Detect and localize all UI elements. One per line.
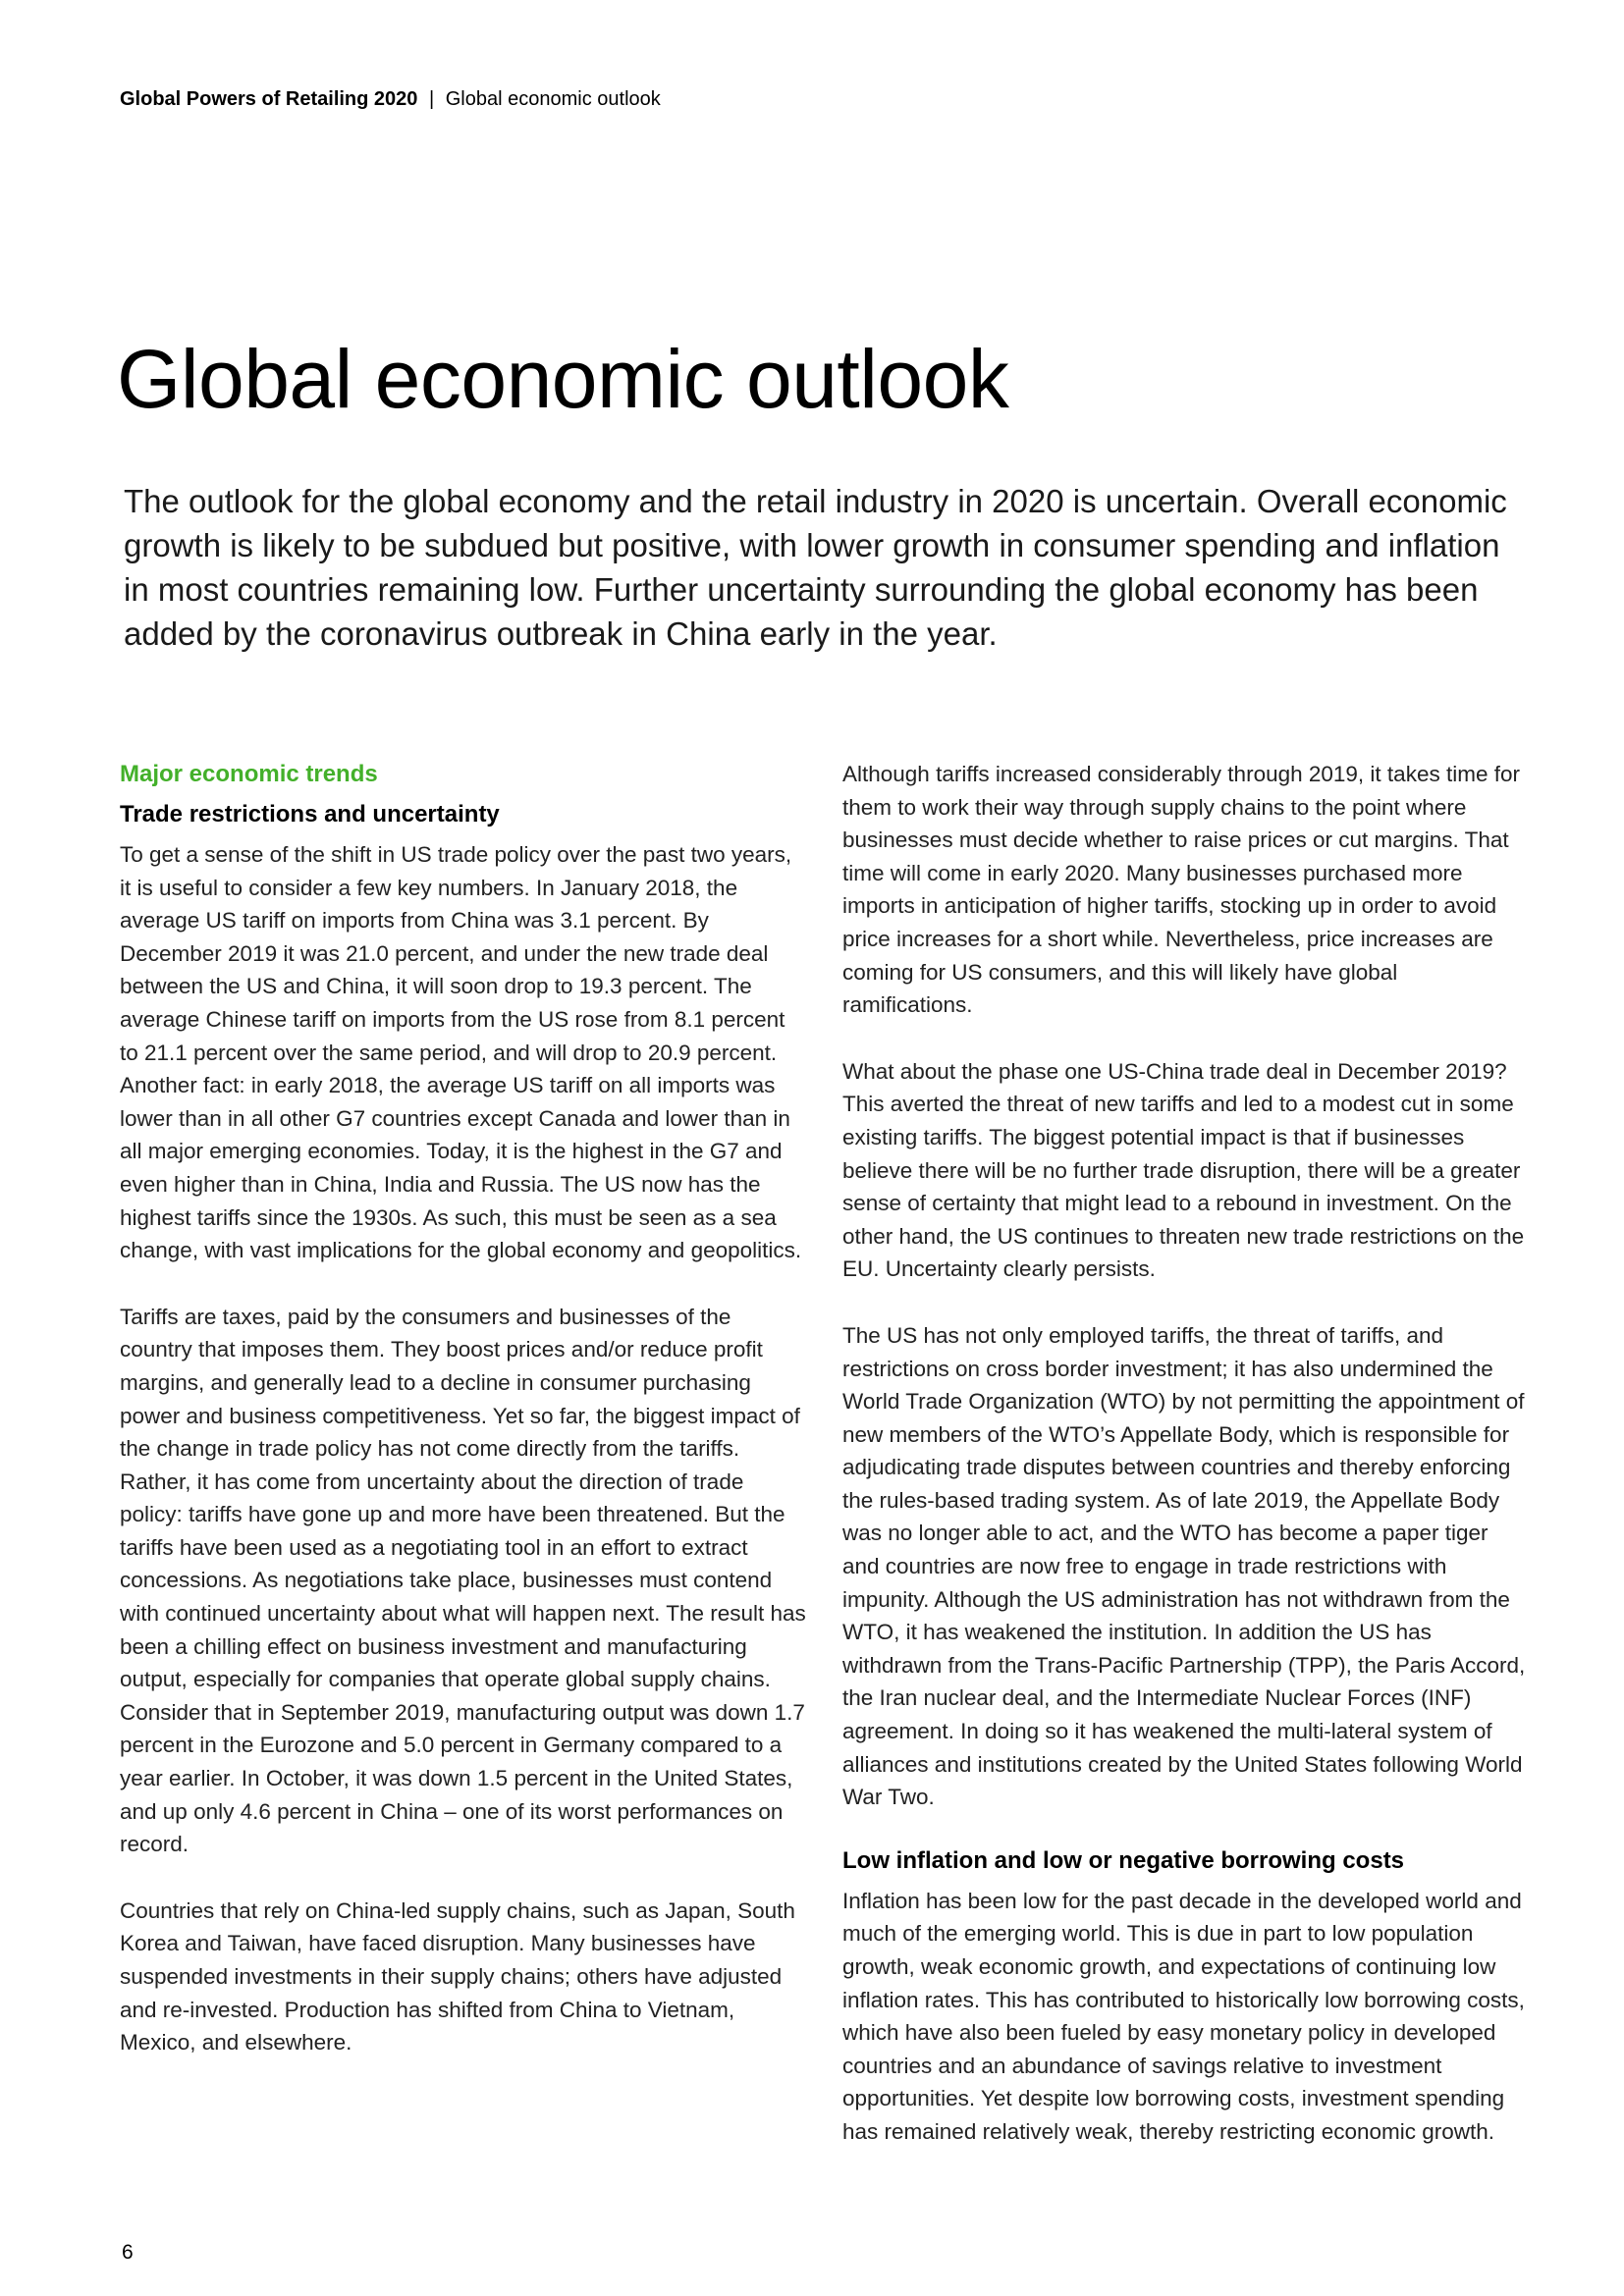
body-paragraph: The US has not only employed tariffs, the threat of tariffs, and restrictions on cross border investment; it has also undermined the World Trade Organization (WTO) by not permitting the appointment of new members of the WTO’s Appellate Body, which is responsible for adjudicating trade disputes between countries and thereby enforcing the rules-based trading system. As of late 2019, the Appellate Body was no longer able to act, and the WTO has become a paper tiger and countries are now free to engage in trade restrictions with impunity. Although the US administration has not withdrawn from the WTO, it has weakened the institution. In addition the US has withdrawn from the Trans-Pacific Partnership (TPP), the Paris Accord, the Iran nuclear deal, and the Intermediate Nuclear Forces (INF) agreement. In doing so it has weakened the multi-lateral system of alliances and institutions created by the United States following World War Two. (842, 1322, 1526, 1810)
body-paragraph: Tariffs are taxes, paid by the consumers and businesses of the country that imposes them. They boost prices and/or reduce profit margins, and generally lead to a decline in consumer purchasing power and business competitiveness. Yet so far, the biggest impact of the change in trade policy has not come directly from the tariffs. Rather, it has come from uncertainty about the direction of trade policy: tariffs have gone up and more have been threatened. But the tariffs have been used as a negotiating tool in an effort to extract concessions. As negotiations take place, businesses must contend with continued uncertainty about what will happen next. The result has been a chilling effect on business investment and manufacturing output, especially for companies that operate global supply chains. Consider that in September 2019, manufacturing output was down 1.7 percent in the Eurozone and 5.0 percent in Germany compared to a year earlier. In October, it was down 1.5 percent in the United States, and up only 4.6 percent in China – one of its worst performances on record. (120, 1304, 806, 1857)
right-column (842, 758, 1530, 2182)
document-title: Global Powers of Retailing 2020 (120, 88, 418, 110)
header-separator: | (428, 88, 435, 110)
header-section-name: Global economic outlook (445, 88, 661, 110)
body-paragraph: Although tariffs increased considerably through 2019, it takes time for them to work their way through supply chains to the point where businesses must decide whether to raise prices or cut margins. That time will come in early 2020. Many businesses purchased more imports in anticipation of higher tariffs, stocking up in order to avoid price increases for a short while. Nevertheless, price increases are coming for US consumers, and this will likely have global ramifications. (842, 762, 1520, 1018)
intro-paragraph: The outlook for the global economy and the retail industry in 2020 is uncertain. Overall economic growth is likely to be subdued but positive, with lower growth in consumer spending and inflation in most countries remaining low. Further uncertainty surrounding the global economy has been added by the coronavirus outbreak in China early in the year. (124, 483, 1507, 652)
body-paragraph: Countries that rely on China-led supply chains, such as Japan, South Korea and Taiwan, have faced disruption. Many businesses have suspended investments in their supply chains; others have adjusted and re-invested. Production has shifted from China to Vietnam, Mexico, and elsewhere. (120, 1897, 795, 2056)
body-paragraph: Inflation has been low for the past decade in the developed world and much of the emerging world. This is due in part to low population growth, weak economic growth, and expectations of continuing low inflation rates. This has contributed to historically low borrowing costs, which have also been fueled by easy monetary policy in developed countries and an abundance of savings relative to investment opportunities. Yet despite low borrowing costs, investment spending has remained relatively weak, thereby restricting economic growth. (842, 1888, 1525, 2144)
section-heading: Major economic trends (120, 761, 378, 787)
running-header (120, 86, 661, 112)
page-number: 6 (122, 2241, 134, 2264)
left-column (120, 758, 807, 2093)
body-paragraph: What about the phase one US-China trade deal in December 2019? This averted the threat of new tariffs and led to a modest cut in some existing tariffs. The biggest potential impact is that if businesses believe there will be no further trade disruption, there will be a greater sense of certainty that might lead to a rebound in investment. On the other hand, the US continues to threaten new trade restrictions on the EU. Uncertainty clearly persists. (842, 1058, 1525, 1282)
page-title: Global economic outlook (117, 333, 1009, 425)
body-paragraph: To get a sense of the shift in US trade policy over the past two years, it is useful to consider a few key numbers. In January 2018, the average US tariff on imports from China was 3.1 percent. By December 2019 it was 21.0 percent, and under the new trade deal between the US and China, it will soon drop to 19.3 percent. The average Chinese tariff on imports from the US rose from 8.1 percent to 21.1 percent over the same period, and will drop to 20.9 percent. Another fact: in early 2018, the average US tariff on all imports was lower than in all other G7 countries except Canada and lower than in all major emerging economies. Today, it is the highest in the G7 and even higher than in China, India and Russia. The US now has the highest tariffs since the 1930s. As such, this must be seen as a sea change, with vast implications for the global economy and geopolitics. (120, 842, 802, 1263)
subheading-low-inflation: Low inflation and low or negative borrowing costs (842, 1846, 1405, 1874)
subheading-trade-restrictions: Trade restrictions and uncertainty (120, 801, 500, 828)
